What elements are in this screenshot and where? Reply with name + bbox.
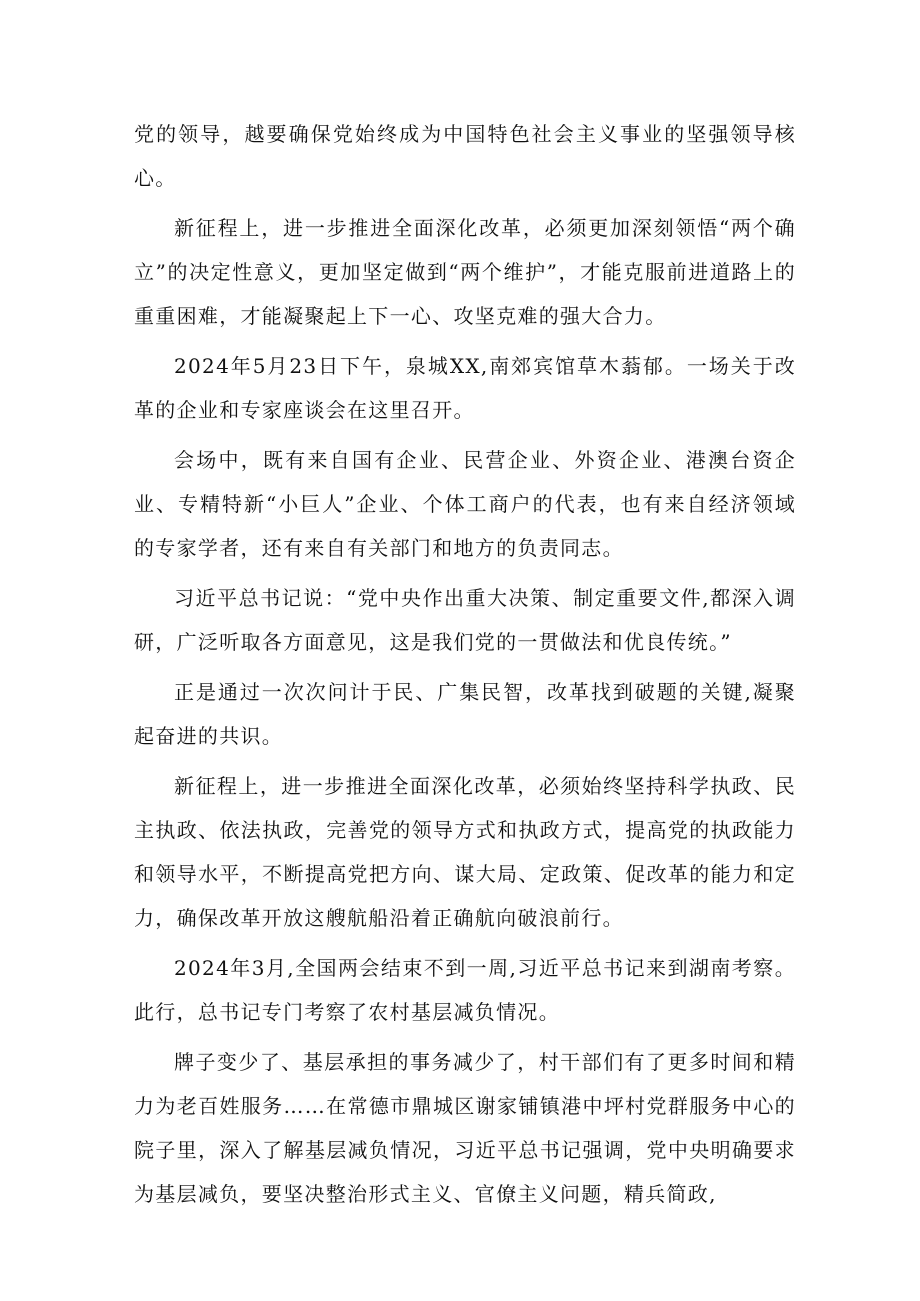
paragraph-1: 党的领导，越要确保党始终成为中国特色社会主义事业的坚强领导核心。 (134, 122, 796, 190)
paragraph-5: 习近平总书记说：“党中央作出重大决策、制定重要文件,都深入调研，广泛听取各方面意见，这是我们党的一贯做法和优良传统。” (134, 586, 796, 654)
paragraph-9: 牌子变少了、基层承担的事务减少了，村干部们有了更多时间和精力为老百姓服务……在常德市鼎城区谢家铺镇港中坪村党群服务中心的院子里，深入了解基层减负情况，习近平总书记强调，党中央明确要求为基层减负，要坚决整治形式主义、官僚主义问题，精兵简政, (134, 1050, 796, 1206)
paragraph-4: 会场中，既有来自国有企业、民营企业、外资企业、港澳台资企业、专精特新“小巨人”企业、个体工商户的代表，也有来自经济领域的专家学者，还有来自有关部门和地方的负责同志。 (134, 448, 796, 560)
paragraph-8: 2024年3月,全国两会结束不到一周,习近平总书记来到湖南考察。此行，总书记专门考察了农村基层减负情况。 (134, 956, 796, 1024)
document-body (134, 112, 796, 1222)
paragraph-3: 2024年5月23日下午，泉城XX,南郊宾馆草木蓊郁。一场关于改革的企业和专家座谈会在这里召开。 (134, 354, 796, 422)
paragraph-7: 新征程上，进一步推进全面深化改革，必须始终坚持科学执政、民主执政、依法执政，完善党的领导方式和执政方式，提高党的执政能力和领导水平，不断提高党把方向、谋大局、定政策、促改革的能力和定力，确保改革开放这艘航船沿着正确航向破浪前行。 (134, 774, 796, 930)
paragraph-6: 正是通过一次次问计于民、广集民智，改革找到破题的关键,凝聚起奋进的共识。 (134, 680, 796, 748)
paragraph-2: 新征程上，进一步推进全面深化改革，必须更加深刻领悟“两个确立”的决定性意义，更加坚定做到“两个维护”，才能克服前进道路上的重重困难，才能凝聚起上下一心、攻坚克难的强大合力。 (134, 216, 796, 328)
